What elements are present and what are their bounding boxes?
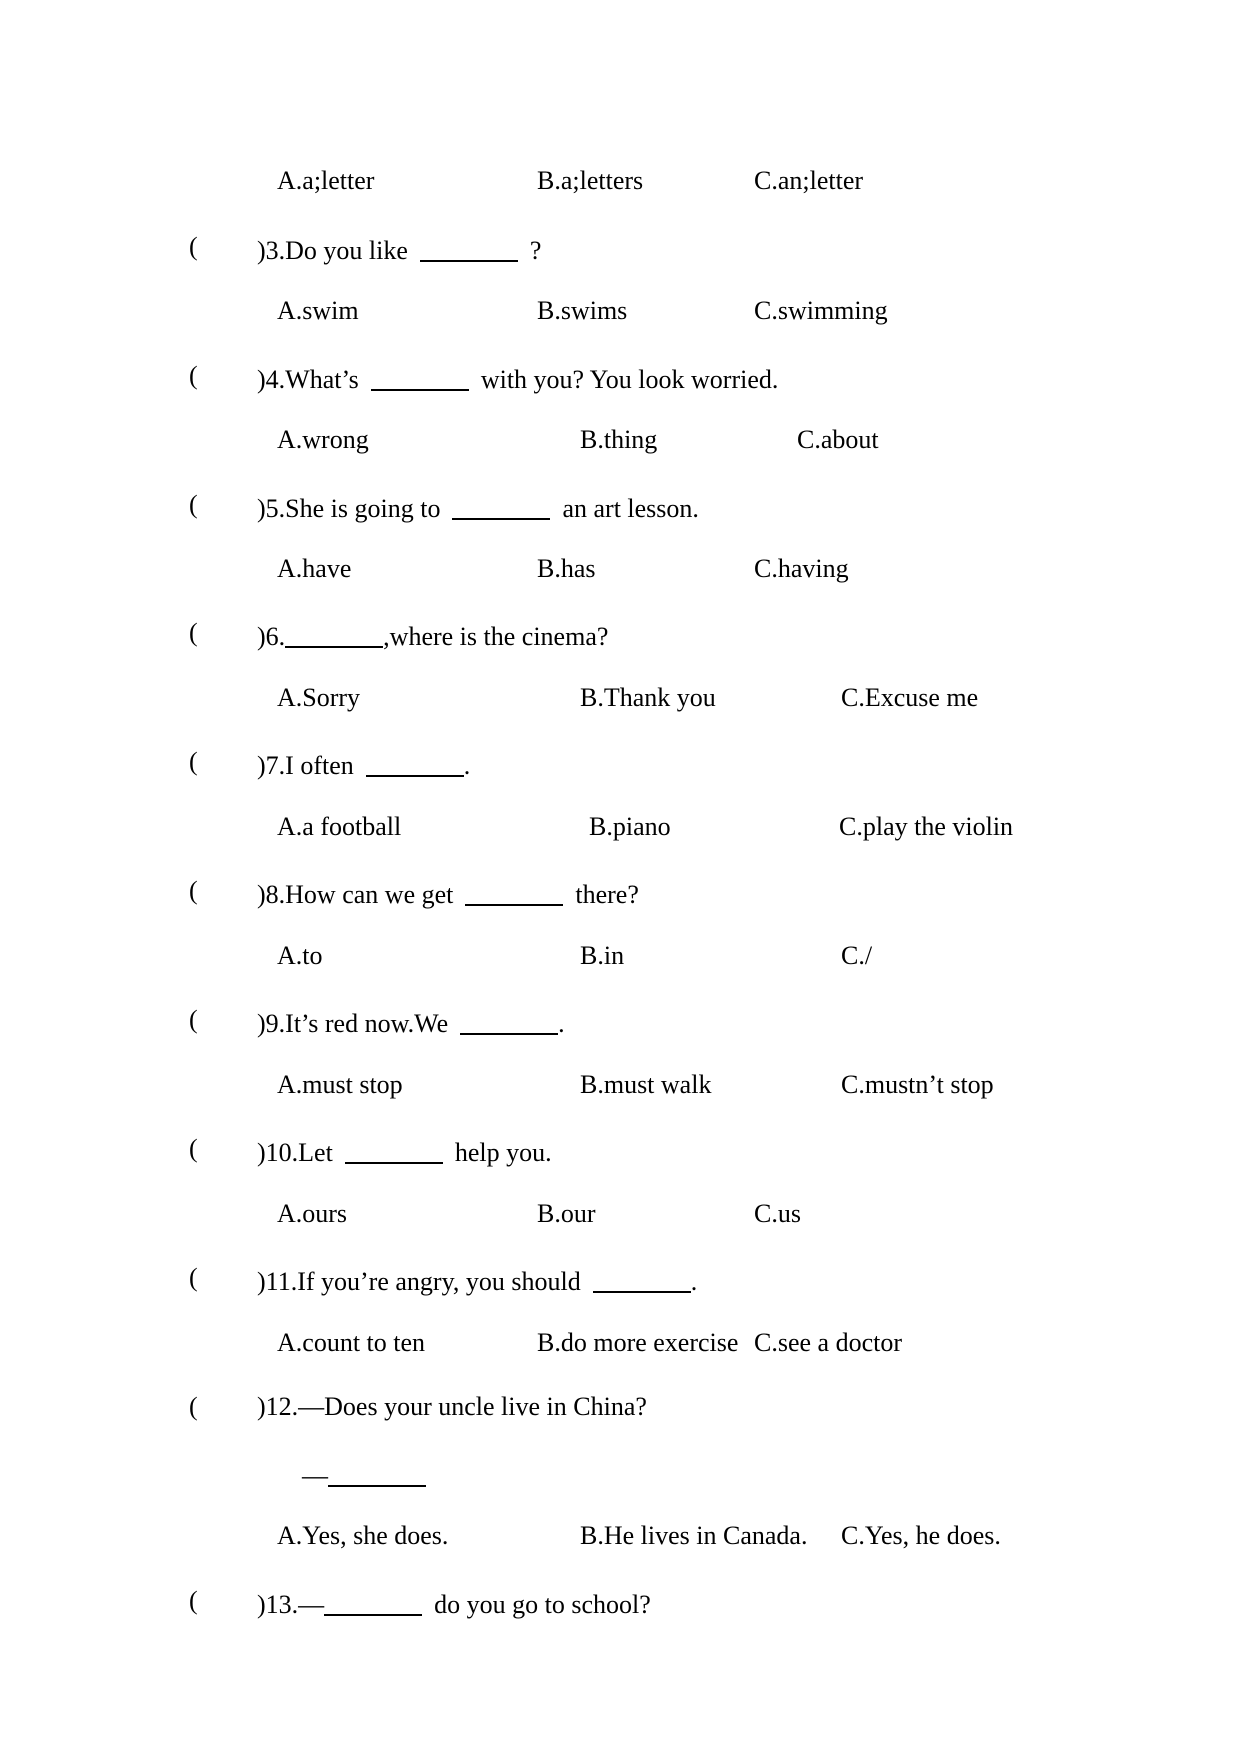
q12-option-b[interactable]: B.He lives in Canada. [580, 1521, 808, 1550]
q6-option-b[interactable]: B.Thank you [580, 683, 716, 712]
question-9 [0, 1007, 1241, 1041]
answer-paren[interactable]: ( [189, 1586, 198, 1615]
q8-option-c[interactable]: C./ [841, 941, 873, 970]
question-6-text: )6. ,where is the cinema? [257, 622, 609, 651]
answer-paren[interactable]: ( [189, 232, 198, 261]
question-7 [0, 749, 1241, 783]
q10-options [0, 1201, 1241, 1235]
q2-option-c[interactable]: C.an;letter [754, 166, 864, 195]
question-7-text: )7.I often . [257, 751, 471, 780]
question-5-text: )5.She is going to an art lesson. [257, 494, 699, 523]
question-3-text: )3.Do you like ? [257, 236, 542, 265]
q2-option-b[interactable]: B.a;letters [537, 166, 644, 195]
question-11-text: )11.If you’re angry, you should . [257, 1267, 698, 1296]
q4-option-c[interactable]: C.about [797, 425, 879, 454]
answer-paren[interactable]: ( [189, 618, 198, 647]
question-13 [0, 1588, 1241, 1622]
answer-blank[interactable] [328, 1459, 426, 1487]
question-5 [0, 492, 1241, 526]
question-12-text: )12.—Does your uncle live in China? [257, 1392, 647, 1421]
q6-option-c[interactable]: C.Excuse me [841, 683, 979, 712]
q12-options [0, 1523, 1241, 1557]
q4-option-b[interactable]: B.thing [580, 425, 658, 454]
question-4-text: )4.What’s with you? You look worried. [257, 365, 779, 394]
q11-option-c[interactable]: C.see a doctor [754, 1328, 903, 1357]
q7-option-c[interactable]: C.play the violin [839, 812, 1014, 841]
q4-options [0, 427, 1241, 461]
answer-blank[interactable] [345, 1136, 443, 1164]
q5-option-b[interactable]: B.has [537, 554, 596, 583]
question-13-text: )13.— do you go to school? [257, 1590, 651, 1619]
answer-blank[interactable] [452, 492, 550, 520]
q7-option-b[interactable]: B.piano [589, 812, 671, 841]
q2-options [0, 168, 1241, 202]
answer-paren[interactable]: ( [189, 876, 198, 905]
question-11 [0, 1265, 1241, 1299]
q9-option-b[interactable]: B.must walk [580, 1070, 712, 1099]
answer-blank[interactable] [285, 620, 383, 648]
q11-option-a[interactable]: A.count to ten [277, 1328, 426, 1357]
q3-option-a[interactable]: A.swim [277, 296, 359, 325]
answer-blank[interactable] [465, 878, 563, 906]
answer-blank[interactable] [460, 1007, 558, 1035]
answer-paren[interactable]: ( [189, 1392, 198, 1421]
answer-blank[interactable] [324, 1588, 422, 1616]
reply-line: — [302, 1459, 426, 1489]
answer-paren[interactable]: ( [189, 1134, 198, 1163]
q5-options [0, 556, 1241, 590]
answer-blank[interactable] [366, 749, 464, 777]
q9-option-a[interactable]: A.must stop [277, 1070, 403, 1099]
q10-option-a[interactable]: A.ours [277, 1199, 348, 1228]
question-8 [0, 878, 1241, 912]
q2-option-a[interactable]: A.a;letter [277, 166, 375, 195]
answer-paren[interactable]: ( [189, 490, 198, 519]
q7-option-a[interactable]: A.a football [277, 812, 402, 841]
answer-paren[interactable]: ( [189, 1263, 198, 1292]
q11-option-b[interactable]: B.do more exercise [537, 1328, 739, 1357]
answer-blank[interactable] [371, 363, 469, 391]
answer-paren[interactable]: ( [189, 747, 198, 776]
q5-option-c[interactable]: C.having [754, 554, 849, 583]
q7-options [0, 814, 1241, 848]
q10-option-b[interactable]: B.our [537, 1199, 596, 1228]
question-12-reply [0, 1459, 1241, 1493]
q10-option-c[interactable]: C.us [754, 1199, 801, 1228]
answer-blank[interactable] [593, 1265, 691, 1293]
q12-option-a[interactable]: A.Yes, she does. [277, 1521, 449, 1550]
q9-option-c[interactable]: C.mustn’t stop [841, 1070, 994, 1099]
q8-option-a[interactable]: A.to [277, 941, 323, 970]
answer-blank[interactable] [420, 234, 518, 262]
question-10 [0, 1136, 1241, 1170]
q6-options [0, 685, 1241, 719]
answer-paren[interactable]: ( [189, 361, 198, 390]
q3-options [0, 298, 1241, 332]
question-8-text: )8.How can we get there? [257, 880, 639, 909]
q8-option-b[interactable]: B.in [580, 941, 625, 970]
question-3 [0, 234, 1241, 268]
q11-options [0, 1330, 1241, 1364]
q8-options [0, 943, 1241, 977]
question-9-text: )9.It’s red now.We . [257, 1009, 565, 1038]
q5-option-a[interactable]: A.have [277, 554, 352, 583]
question-4 [0, 363, 1241, 397]
question-6 [0, 620, 1241, 654]
q6-option-a[interactable]: A.Sorry [277, 683, 361, 712]
q9-options [0, 1072, 1241, 1106]
q12-option-c[interactable]: C.Yes, he does. [841, 1521, 1001, 1550]
q3-option-c[interactable]: C.swimming [754, 296, 888, 325]
q3-option-b[interactable]: B.swims [537, 296, 628, 325]
question-10-text: )10.Let help you. [257, 1138, 552, 1167]
question-12 [0, 1394, 1241, 1428]
answer-paren[interactable]: ( [189, 1005, 198, 1034]
q4-option-a[interactable]: A.wrong [277, 425, 369, 454]
